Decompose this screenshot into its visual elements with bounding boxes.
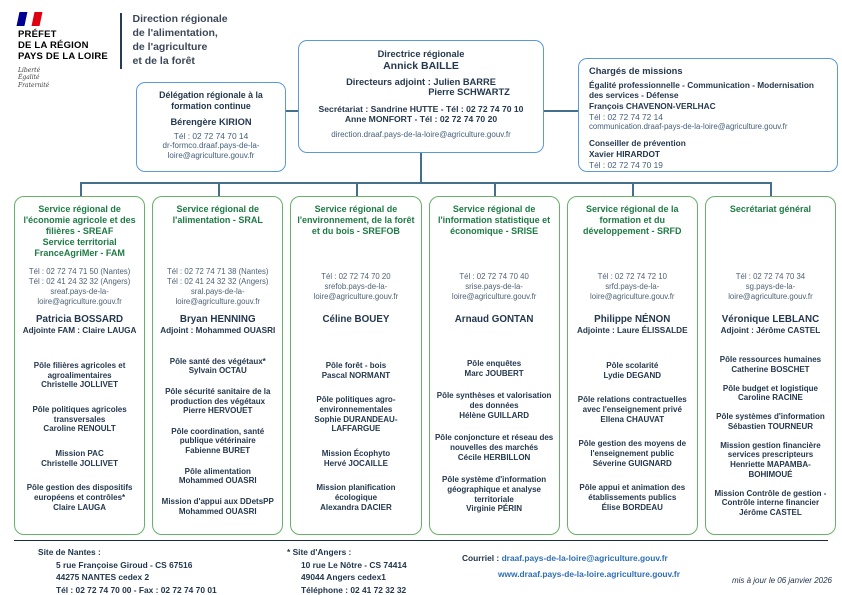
pole-manager-name: Hélène GUILLARD xyxy=(459,410,529,420)
service-contacts xyxy=(710,262,831,312)
prefet-line: DE LA RÉGION xyxy=(18,40,89,52)
pole-title: Pôle budget et logistique xyxy=(722,383,818,393)
pole-entry xyxy=(295,483,416,512)
service-contacts xyxy=(434,262,555,312)
service-column xyxy=(290,196,421,535)
service-head-block xyxy=(572,314,693,344)
pole-title: Pôle forêt - bois xyxy=(325,360,387,370)
org-name-line: de l'alimentation, xyxy=(132,26,218,39)
pole-entry xyxy=(19,361,140,390)
service-phone: Tél : 02 72 74 71 50 (Nantes) xyxy=(28,266,131,276)
pole-title: Mission planification écologique xyxy=(316,483,396,502)
pole-title: Pôle gestion des moyens de l'enseignement public xyxy=(578,439,687,458)
service-contacts xyxy=(572,262,693,312)
site-angers-block xyxy=(287,546,407,595)
org-name-line: et de la forêt xyxy=(132,54,195,67)
pole-manager-name: Sophie DURANDEAU-LAFFARGUE xyxy=(314,414,398,434)
pole-title: Pôle scolarité xyxy=(606,360,659,370)
service-poles xyxy=(434,344,555,529)
pole-manager-name: Lydie DEGAND xyxy=(603,370,662,380)
service-head-name: Arnaud GONTAN xyxy=(454,314,534,325)
pole-manager-name: Sylvain OCTAU xyxy=(188,366,247,376)
service-head-block xyxy=(710,314,831,344)
services-row xyxy=(14,196,836,535)
pole-entry xyxy=(710,489,831,518)
service-poles xyxy=(710,344,831,529)
prefet-wordmark xyxy=(18,29,110,63)
pole-manager-name: Marc JOUBERT xyxy=(464,368,524,378)
pole-title: Mission Contrôle de gestion - Contrôle interne financier xyxy=(714,488,827,508)
service-poles xyxy=(19,344,140,529)
pole-entry xyxy=(295,361,416,381)
pole-title: Mission PAC xyxy=(55,448,104,458)
site-angers-lines xyxy=(287,559,407,595)
pole-manager-name: Mohammed OUASRI xyxy=(178,476,257,486)
service-title: Service régional de l'environnement, de la forêt et du bois - SREFOB xyxy=(297,204,415,236)
connector-line xyxy=(218,182,220,196)
delegation-phone: Tél : 02 72 74 70 14 xyxy=(173,130,249,141)
pole-title: Mission d'appui aux DDetsPP xyxy=(161,496,274,506)
pole-manager-name: Élise BORDEAU xyxy=(601,502,663,512)
french-flag-icon xyxy=(18,12,44,26)
service-phone: Tél : 02 72 74 70 20 xyxy=(321,271,391,281)
service-column xyxy=(705,196,836,535)
pole-title: Pôle appui et animation des établissements publics xyxy=(579,483,686,502)
pole-manager-name: Mohammed OUASRI xyxy=(178,506,257,516)
service-phone: Tél : 02 41 24 32 32 (Angers) xyxy=(167,276,269,286)
address-line: Tél : 02 72 74 70 00 - Fax : 02 72 74 70 01 xyxy=(56,584,217,595)
connector-line xyxy=(544,110,578,112)
pole-title: Pôle enquêtes xyxy=(466,358,522,368)
pole-title: Pôle sécurité sanitaire de la production des végétaux xyxy=(165,386,271,406)
service-head-block xyxy=(434,314,555,344)
pole-title: Pôle gestion des dispositifs européens et contrôles* xyxy=(26,483,133,502)
connector-line xyxy=(80,182,771,184)
pole-entry xyxy=(295,395,416,434)
prefet-line: PRÉFET xyxy=(18,29,57,40)
pole-entry xyxy=(572,483,693,512)
service-phone: Tél : 02 72 74 70 40 xyxy=(459,271,529,281)
pole-manager-name: Ellena CHAUVAT xyxy=(600,414,665,424)
connector-line xyxy=(286,110,298,112)
pole-entry xyxy=(295,449,416,469)
pole-entry xyxy=(157,357,278,377)
service-title-block xyxy=(19,204,140,262)
secretariat-line: Secrétariat : Sandrine HUTTE - Tél : 02 72 74 70 10 xyxy=(318,104,524,114)
service-email: sral.pays-de-la-loire@agriculture.gouv.fr xyxy=(175,287,260,307)
pole-entry xyxy=(710,412,831,432)
connector-line xyxy=(770,182,772,196)
connector-line xyxy=(632,182,634,196)
motto-line: Liberté xyxy=(18,66,41,74)
service-title: Secrétariat général xyxy=(729,204,811,214)
pole-entry xyxy=(710,441,831,480)
pole-manager-name: Christelle JOLLIVET xyxy=(41,380,119,390)
service-title-block xyxy=(434,204,555,262)
director-name: Annick BAILLE xyxy=(383,60,459,72)
service-column xyxy=(152,196,283,535)
site-nantes-block xyxy=(38,546,217,595)
updated-date: mis à jour le 06 janvier 2026 xyxy=(731,576,832,585)
connector-line xyxy=(356,182,358,196)
service-poles xyxy=(295,344,416,529)
divider xyxy=(120,13,122,69)
pole-title: Pôle politiques agricoles transversales xyxy=(32,404,127,424)
address-line: 10 rue Le Nôtre - CS 74414 xyxy=(301,559,407,570)
pole-title: Pôle systèmes d'information xyxy=(716,412,825,422)
service-contacts xyxy=(295,262,416,312)
pole-entry xyxy=(157,427,278,456)
gov-logo xyxy=(18,12,110,89)
pole-manager-name: Pierre HERVOUET xyxy=(183,406,253,416)
service-title: Service régional de l'information statistique et économique - SRISE xyxy=(438,204,551,236)
service-poles xyxy=(572,344,693,529)
service-head-name: Céline BOUEY xyxy=(322,314,390,325)
pole-manager-name: Sébastien TOURNEUR xyxy=(727,421,814,431)
prevention-advisor-phone: Tél : 02 72 74 70 19 xyxy=(589,159,663,170)
header xyxy=(18,12,228,89)
service-email: sreaf.pays-de-la-loire@agriculture.gouv.fr xyxy=(37,287,122,307)
pole-title: Pôle conjoncture et réseau des nouvelles des marchés xyxy=(434,433,554,452)
org-name-line: Direction régionale xyxy=(132,13,228,25)
service-deputy: Adjoint : Mohammed OUASRI xyxy=(160,326,276,336)
service-deputy: Adjointe FAM : Claire LAUGA xyxy=(22,326,137,336)
service-head-name: Bryan HENNING xyxy=(179,314,256,325)
mission-scope: Égalité professionnelle - Communication - Modernisation des services - Défense xyxy=(589,80,814,101)
pole-entry xyxy=(157,467,278,487)
pole-entry xyxy=(710,384,831,404)
service-subtitle: Service territorial FranceAgriMer - FAM xyxy=(34,236,125,258)
service-contacts xyxy=(157,262,278,312)
service-phone: Tél : 02 41 24 32 32 (Angers) xyxy=(28,276,131,286)
courriel-label: Courriel : xyxy=(462,553,502,563)
service-phone: Tél : 02 72 74 70 34 xyxy=(735,271,806,281)
pole-entry xyxy=(19,449,140,469)
website-link[interactable]: www.draaf.pays-de-la-loire.agriculture.gouv.fr xyxy=(498,568,680,579)
prevention-advisor-name: Xavier HIRARDOT xyxy=(589,149,661,160)
pole-title: Mission gestion financière services prescripteurs xyxy=(720,440,821,460)
pole-entry xyxy=(572,361,693,381)
address-line: Téléphone : 02 41 72 32 32 xyxy=(301,584,407,595)
service-column xyxy=(567,196,698,535)
pole-manager-name: Caroline RENOULT xyxy=(43,424,116,434)
service-contacts xyxy=(19,262,140,312)
service-column xyxy=(429,196,560,535)
prefet-line: PAYS DE LA LOIRE xyxy=(18,51,108,63)
director-role: Directrice régionale xyxy=(377,49,465,59)
motto-line: Égalité xyxy=(18,74,40,82)
pole-title: Pôle ressources humaines xyxy=(719,355,822,365)
site-nantes-lines xyxy=(38,559,217,595)
address-line: 49044 Angers cedex1 xyxy=(301,572,386,583)
pole-entry xyxy=(157,497,278,517)
pole-entry xyxy=(157,387,278,416)
site-angers-label: * Site d'Angers : xyxy=(287,547,352,557)
pole-manager-name: Christelle JOLLIVET xyxy=(41,458,119,468)
pole-entry xyxy=(434,433,555,462)
service-title: Service régional de la formation et du développement - SRFD xyxy=(583,204,682,236)
pole-manager-name: Jérôme CASTEL xyxy=(739,508,802,518)
pole-title: Pôle filières agricoles et agroalimentaires xyxy=(33,360,126,380)
pole-title: Pôle coordination, santé publique vétérinaire xyxy=(171,426,265,446)
delegation-box xyxy=(136,82,286,172)
pole-manager-name: Claire LAUGA xyxy=(53,502,107,512)
pole-title: Pôle synthèses et valorisation des données xyxy=(436,391,552,410)
org-name xyxy=(133,12,228,68)
service-deputy: Adjoint : Jérôme CASTEL xyxy=(720,326,821,336)
pole-manager-name: Henriette MAPAMBA-BOHIMOUÉ xyxy=(730,460,811,479)
service-head-name: Philippe NÉNON xyxy=(594,314,671,325)
mission-officer-name: François CHAVENON-VERLHAC xyxy=(589,100,716,111)
motto-line: Fraternité xyxy=(18,81,50,89)
service-head-block xyxy=(295,314,416,344)
pole-manager-name: Séverine GUIGNARD xyxy=(592,458,672,468)
service-email: srefob.pays-de-la-loire@agriculture.gouv.fr xyxy=(313,281,399,302)
delegation-email: dr-formco.draaf.pays-de-la-loire@agriculture.gouv.fr xyxy=(162,140,260,161)
address-line: 5 rue Françoise Giroud - CS 67516 xyxy=(56,559,193,570)
pole-manager-name: Cécile HERBILLON xyxy=(457,452,531,462)
service-head-name: Patricia BOSSARD xyxy=(36,314,124,325)
footer-divider xyxy=(14,540,828,541)
service-deputy: Adjointe : Laure ÉLISSALDE xyxy=(577,326,688,336)
delegation-head-name: Bérengère KIRION xyxy=(170,116,252,127)
mission-email: communication.draaf-pays-de-la-loire@agriculture.gouv.fr xyxy=(589,122,788,132)
service-phone: Tél : 02 72 74 71 38 (Nantes) xyxy=(167,266,269,276)
pole-entry xyxy=(572,395,693,424)
prevention-advisor-role: Conseiller de prévention xyxy=(589,138,686,149)
footer-links-block xyxy=(462,552,680,580)
service-poles xyxy=(157,344,278,529)
pole-entry xyxy=(710,355,831,375)
service-column xyxy=(14,196,145,535)
org-name-line: de l'agriculture xyxy=(132,40,208,53)
direction-email: direction.draaf.pays-de-la-loire@agriculture.gouv.fr xyxy=(331,130,511,139)
pole-entry xyxy=(572,439,693,468)
connector-line xyxy=(494,182,496,196)
pole-entry xyxy=(434,359,555,379)
missions-box xyxy=(578,58,838,172)
pole-title: Pôle santé des végétaux* xyxy=(169,356,266,366)
pole-manager-name: Caroline RACINE xyxy=(737,393,803,403)
service-email: sg.pays-de-la-loire@agriculture.gouv.fr xyxy=(728,281,813,302)
pole-manager-name: Pascal NORMANT xyxy=(321,370,391,380)
pole-entry xyxy=(19,405,140,434)
service-title: Service régional de l'économie agricole et des filières - SREAF xyxy=(23,204,136,236)
email-link[interactable]: draaf.pays-de-la-loire@agriculture.gouv.fr xyxy=(501,553,668,563)
service-title-block xyxy=(157,204,278,262)
service-title: Service régional de l'alimentation - SRAL xyxy=(172,204,263,225)
service-email: srise.pays-de-la-loire@agriculture.gouv.fr xyxy=(451,281,537,302)
address-line: 44275 NANTES cedex 2 xyxy=(56,572,150,583)
secretariat-line: Anne MONFORT - Tél : 02 72 74 70 20 xyxy=(344,114,498,124)
site-nantes-label: Site de Nantes : xyxy=(38,547,101,557)
pole-title: Mission Écophyto xyxy=(321,448,391,458)
missions-title: Chargés de missions xyxy=(589,66,683,76)
service-email: srfd.pays-de-la-loire@agriculture.gouv.fr xyxy=(590,281,675,302)
direction-box xyxy=(298,40,544,153)
deputy-directors-line: Directeurs adjoint : Julien BARRE xyxy=(346,77,496,87)
pole-manager-name: Virginie PÉRIN xyxy=(466,504,523,514)
pole-title: Pôle alimentation xyxy=(184,466,251,476)
connector-line xyxy=(420,153,422,182)
pole-manager-name: Hervé JOCAILLE xyxy=(323,458,388,468)
service-title-block xyxy=(295,204,416,262)
service-title-block xyxy=(572,204,693,262)
service-title-block xyxy=(710,204,831,262)
service-head-block xyxy=(157,314,278,344)
pole-manager-name: Alexandra DACIER xyxy=(320,502,392,512)
pole-title: Pôle politiques agro-environnementales xyxy=(316,395,396,414)
service-head-block xyxy=(19,314,140,344)
service-phone: Tél : 02 72 74 72 10 xyxy=(597,271,667,281)
pole-title: Pôle relations contractuelles avec l'enseignement privé xyxy=(577,395,687,414)
motto xyxy=(18,67,110,90)
service-head-name: Véronique LEBLANC xyxy=(721,314,820,325)
delegation-title: Délégation régionale à la formation continue xyxy=(159,90,263,112)
pole-entry xyxy=(434,391,555,420)
pole-entry xyxy=(19,483,140,512)
pole-title: Pôle système d'information géographique et analyse territoriale xyxy=(442,475,547,504)
connector-line xyxy=(80,182,82,196)
pole-manager-name: Catherine BOSCHET xyxy=(731,364,810,374)
deputy-director-name: Pierre SCHWARTZ xyxy=(428,87,510,97)
pole-manager-name: Fabienne BURET xyxy=(185,446,251,456)
pole-entry xyxy=(434,475,555,514)
mission-phone: Tél : 02 72 74 72 14 xyxy=(589,111,663,122)
